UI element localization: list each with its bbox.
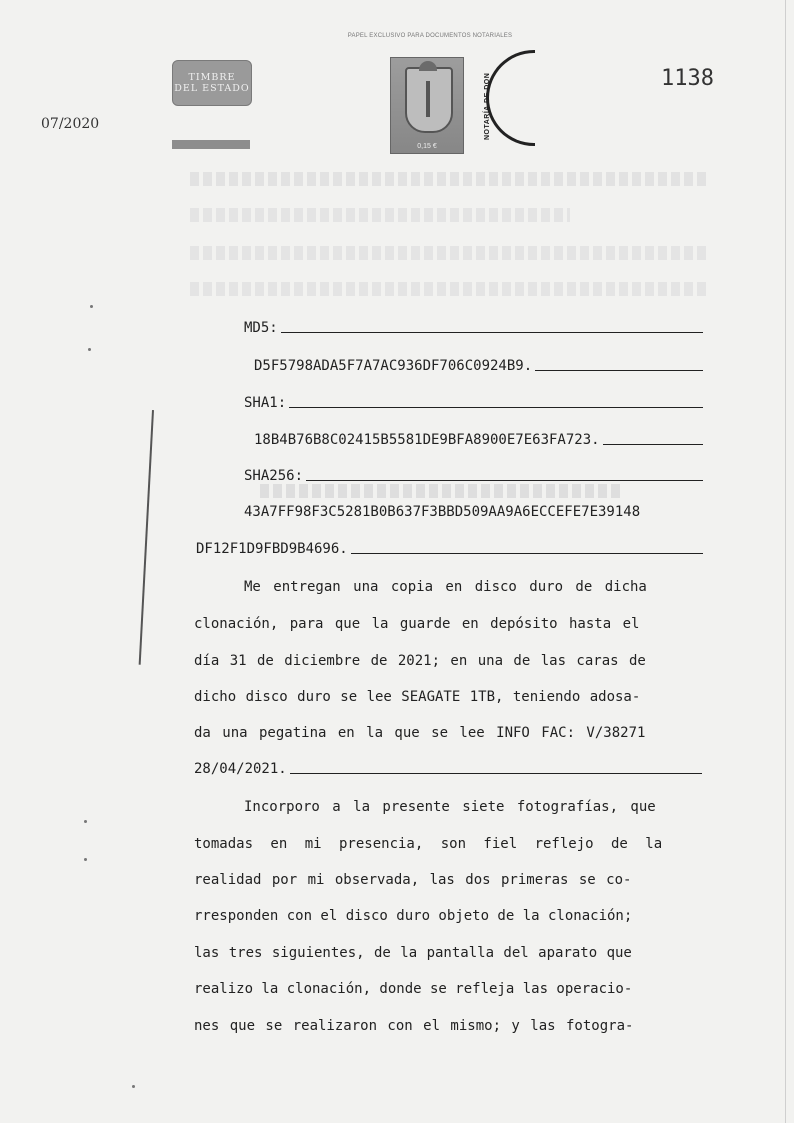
- paragraph-1-line-5: [194, 724, 702, 742]
- paragraph-text: las tres siguientes, de la pantalla del aparato que: [194, 945, 632, 961]
- paragraph-text: Me entregan una copia en disco duro de dicha: [244, 579, 647, 595]
- seal-price: 0,15 €: [417, 143, 437, 150]
- paragraph-2-line-4: [194, 907, 702, 925]
- show-through-line: [190, 208, 570, 222]
- paragraph-1-line-1: [244, 578, 702, 596]
- speck: [132, 1085, 135, 1088]
- speck: [88, 348, 91, 351]
- paragraph-2-line-6: [194, 980, 702, 998]
- show-through-line: [260, 484, 620, 498]
- paragraph-1-line-3: [194, 652, 702, 670]
- speck: [90, 305, 93, 308]
- md5-label: MD5:: [244, 320, 278, 336]
- paragraph-1-line-4: [194, 688, 702, 706]
- sha1-value-row: [254, 431, 703, 449]
- speck: [84, 858, 87, 861]
- sha256-value-row-1: [244, 503, 703, 521]
- stamp-line-2: DEL ESTADO: [174, 83, 250, 94]
- stamp-bar: [172, 140, 250, 149]
- margin-pen-mark: [139, 410, 154, 665]
- notary-circle-text: NOTARÍA DE DON: [484, 72, 491, 140]
- paragraph-2-line-2: [194, 835, 702, 853]
- timbre-stamp: [172, 60, 252, 106]
- paragraph-text: nes que se realizaron con el mismo; y las fotogra-: [194, 1018, 634, 1034]
- paragraph-text: 28/04/2021.: [194, 761, 287, 777]
- paragraph-2-line-5: [194, 944, 702, 962]
- show-through-line: [190, 246, 710, 260]
- paragraph-text: rresponden con el disco duro objeto de la clonación;: [194, 908, 633, 924]
- page-number: 1138: [661, 66, 714, 91]
- md5-row: [244, 319, 703, 337]
- paragraph-2-line-7: [194, 1017, 702, 1035]
- paragraph-2-line-1: [244, 798, 702, 816]
- speck: [84, 820, 87, 823]
- date-stamp: 07/2020: [41, 116, 100, 132]
- paragraph-text: día 31 de diciembre de 2021; en una de las caras de: [194, 653, 646, 669]
- paragraph-1-line-6: [194, 760, 702, 778]
- coat-of-arms-icon: [405, 67, 453, 133]
- show-through-line: [190, 282, 710, 296]
- paper-caption: PAPEL EXCLUSIVO PARA DOCUMENTOS NOTARIALES: [347, 33, 513, 39]
- paragraph-text: realizo la clonación, donde se refleja las operacio-: [194, 981, 633, 997]
- sha256-value-row-2: [196, 540, 703, 558]
- show-through-line: [190, 172, 710, 186]
- sha256-label: SHA256:: [244, 468, 304, 484]
- coat-of-arms-seal: [390, 57, 464, 154]
- paragraph-text: Incorporo a la presente siete fotografías, que: [244, 799, 656, 815]
- sha256-value-line-2: DF12F1D9FBD9B4696.: [196, 541, 348, 557]
- paragraph-1-line-2: [194, 615, 702, 633]
- paragraph-text: tomadas en mi presencia, son fiel reflejo de la: [194, 836, 663, 852]
- paragraph-text: realidad por mi observada, las dos primeras se co-: [194, 872, 632, 888]
- paragraph-text: clonación, para que la guarde en depósito hasta el: [194, 616, 640, 632]
- sha1-label: SHA1:: [244, 395, 287, 411]
- paragraph-2-line-3: [194, 871, 702, 889]
- md5-value-row: [254, 357, 703, 375]
- stamp-line-1: TIMBRE: [188, 72, 236, 83]
- paragraph-text: da una pegatina en la que se lee INFO FAC: V/38271: [194, 725, 646, 741]
- paragraph-text: dicho disco duro se lee SEAGATE 1TB, teniendo adosa-: [194, 689, 641, 705]
- sha256-value-line-1: 43A7FF98F3C5281B0B637F3BBD509AA9A6ECCEFE7E39148: [244, 504, 641, 520]
- sha1-value: 18B4B76B8C02415B5581DE9BFA8900E7E63FA723.: [254, 432, 600, 448]
- page-edge: [785, 0, 786, 1123]
- md5-value: D5F5798ADA5F7A7AC936DF706C0924B9.: [254, 358, 533, 374]
- sha1-row: [244, 394, 703, 412]
- sha256-row: [244, 467, 703, 485]
